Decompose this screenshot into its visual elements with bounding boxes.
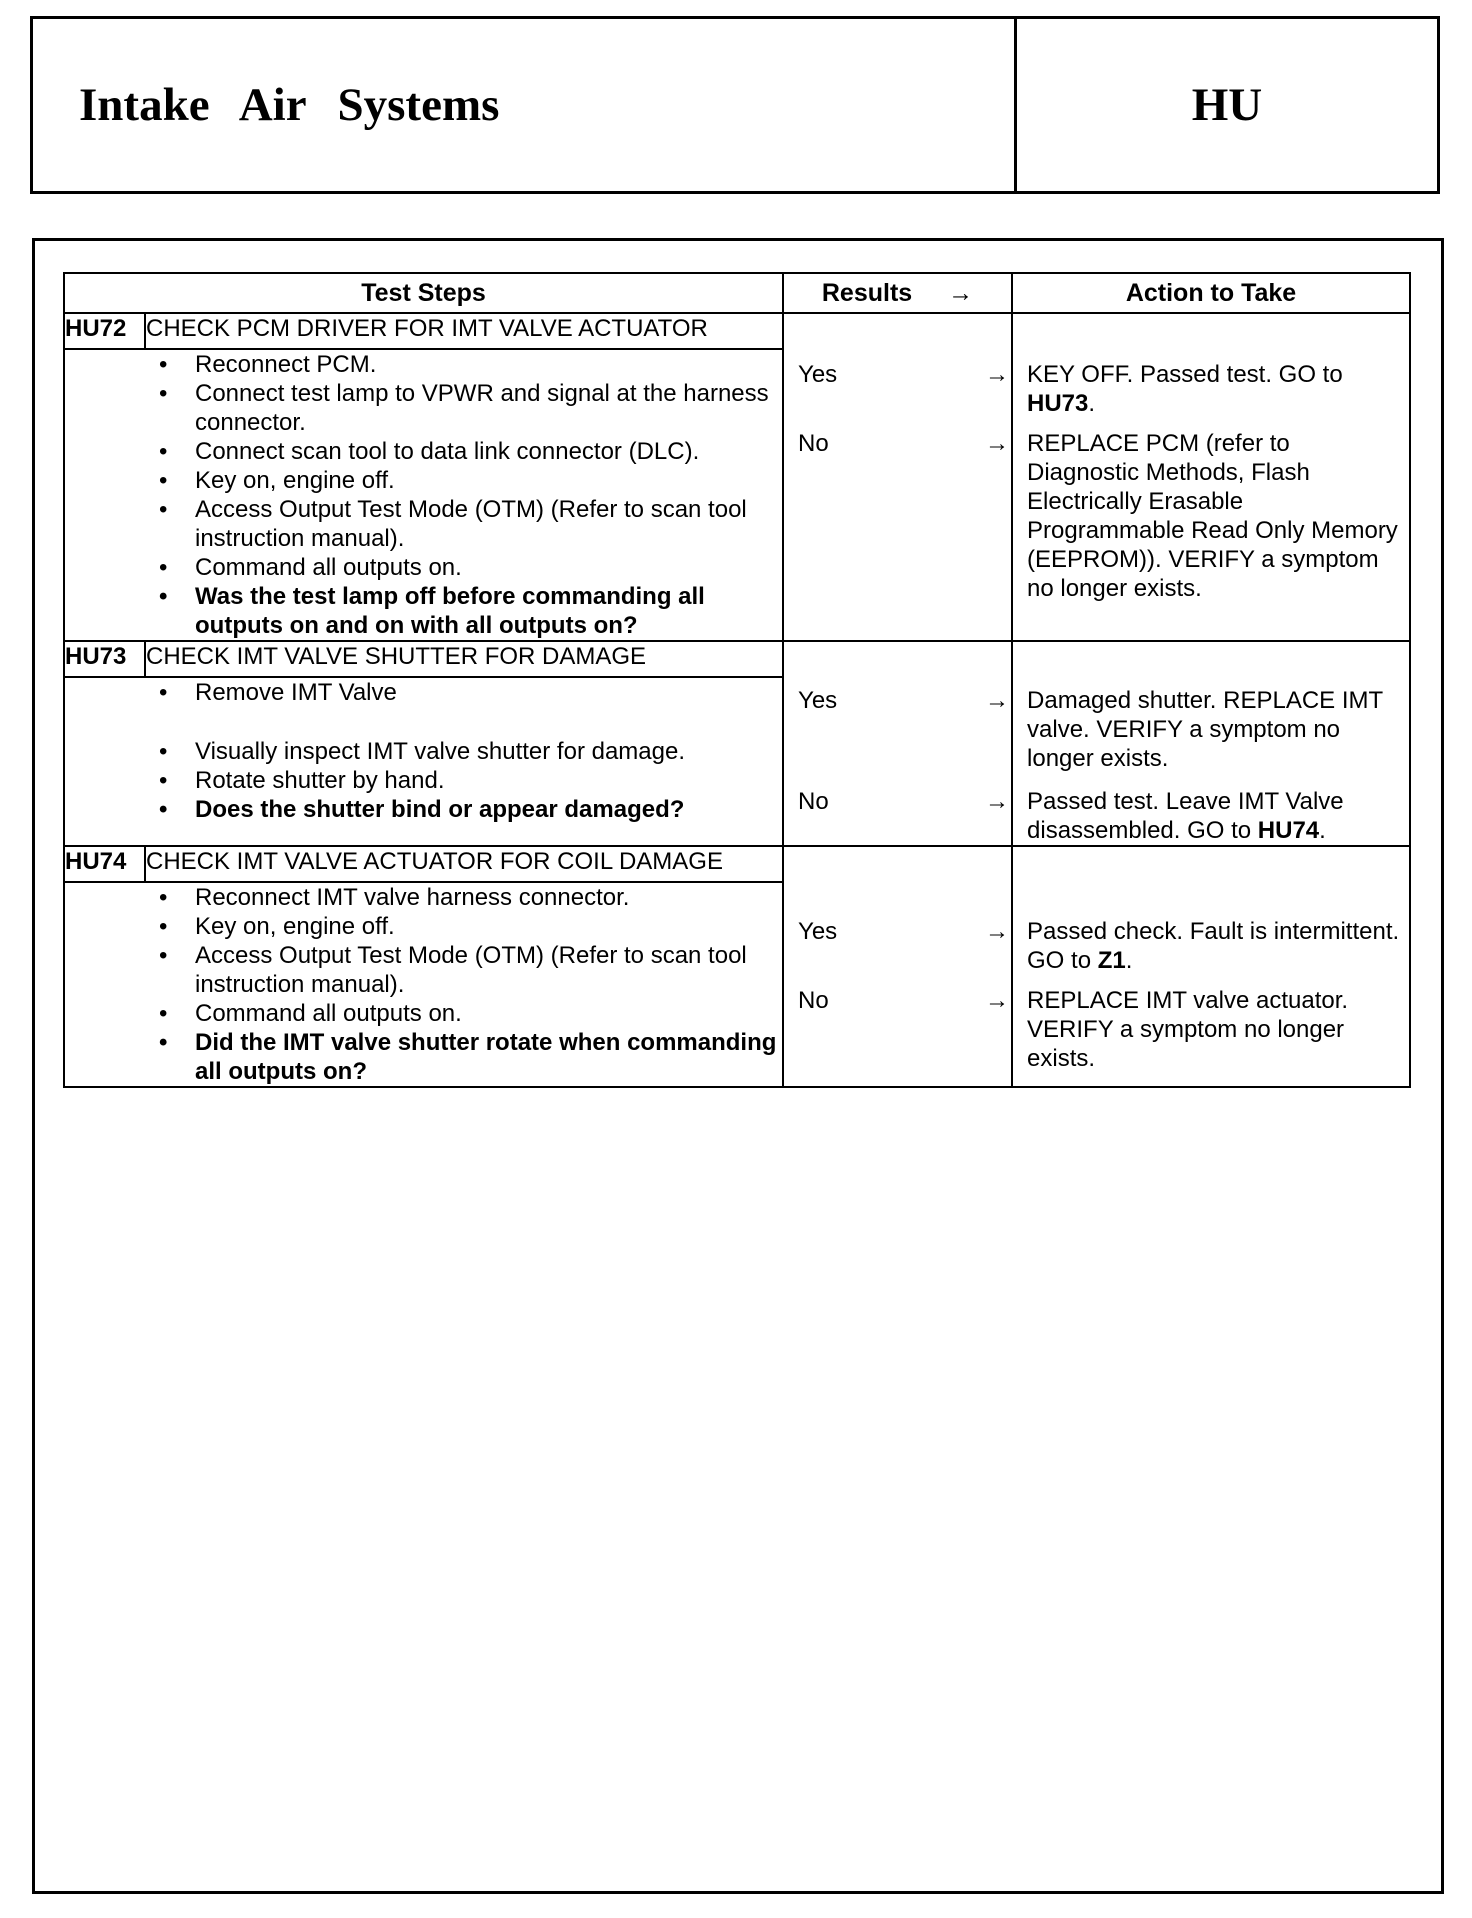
- action-no: REPLACE PCM (refer to Diagnostic Methods, Flash Electrically Erasable Programmable Read Only Memory (EEPROM)). VERIFY a symptom no longer exists.: [1027, 430, 1398, 602]
- step-title: CHECK PCM DRIVER FOR IMT VALVE ACTUATOR: [145, 313, 783, 349]
- step-question: • Does the shutter bind or appear damaged?: [159, 796, 685, 823]
- step-id: HU72: [64, 313, 145, 349]
- step-bullets: [64, 882, 783, 1087]
- list-item: • Rotate shutter by hand.: [159, 767, 445, 794]
- list-item: • Reconnect PCM.: [159, 351, 377, 378]
- results-cell: [783, 641, 1012, 846]
- action-no: REPLACE IMT valve actuator. VERIFY a symptom no longer exists.: [1027, 987, 1349, 1072]
- header-action: Action to Take: [1012, 273, 1410, 313]
- section-code: HU: [1191, 79, 1263, 131]
- step-title: CHECK IMT VALVE SHUTTER FOR DAMAGE: [145, 641, 783, 677]
- list-item: • Connect scan tool to data link connector (DLC).: [159, 438, 700, 465]
- result-no: No →: [798, 987, 1010, 1014]
- list-item: • Key on, engine off.: [159, 913, 395, 940]
- results-cell: [783, 313, 1012, 641]
- table-row: [64, 313, 1410, 349]
- table-row: [64, 846, 1410, 882]
- list-item: • Command all outputs on.: [159, 1000, 462, 1027]
- results-cell: [783, 846, 1012, 1087]
- list-item: • Connect test lamp to VPWR and signal at the harness connector.: [159, 380, 769, 436]
- arrow-icon: →: [985, 361, 1010, 388]
- result-no: No →: [798, 788, 1010, 815]
- arrow-icon: →: [985, 987, 1010, 1014]
- table-header-row: [64, 273, 1410, 313]
- step-id: HU74: [64, 846, 145, 882]
- step-question: • Was the test lamp off before commanding all outputs on and on with all outputs on?: [159, 583, 705, 639]
- list-item: • Visually inspect IMT valve shutter for damage.: [159, 738, 686, 765]
- header-test-steps: Test Steps: [64, 273, 783, 313]
- action-no: Passed test. Leave IMT Valve disassembled. GO to HU74.: [1027, 788, 1344, 844]
- arrow-icon: →: [985, 687, 1010, 714]
- arrow-icon: →: [985, 918, 1010, 945]
- arrow-icon: →: [985, 430, 1010, 457]
- actions-cell: [1012, 313, 1410, 641]
- section-title: Intake Air Systems: [33, 19, 1017, 191]
- list-item: • Key on, engine off.: [159, 467, 395, 494]
- result-yes: Yes →: [798, 687, 1010, 714]
- actions-cell: [1012, 846, 1410, 1087]
- action-yes: KEY OFF. Passed test. GO to HU73.: [1027, 361, 1343, 417]
- list-item: • Reconnect IMT valve harness connector.: [159, 884, 630, 911]
- page-header: [30, 16, 1440, 194]
- step-bullets: [64, 677, 783, 846]
- action-yes: Damaged shutter. REPLACE IMT valve. VERIFY a symptom no longer exists.: [1027, 687, 1383, 772]
- arrow-icon: →: [948, 278, 974, 307]
- step-bullets: [64, 349, 783, 641]
- step-question: • Did the IMT valve shutter rotate when commanding all outputs on?: [159, 1029, 777, 1085]
- list-item: • Remove IMT Valve: [159, 679, 397, 706]
- list-item: • Access Output Test Mode (OTM) (Refer to scan tool instruction manual).: [159, 942, 747, 998]
- actions-cell: [1012, 641, 1410, 846]
- step-id: HU73: [64, 641, 145, 677]
- header-results: Results →: [783, 273, 1012, 313]
- diagnostic-table: [63, 272, 1411, 1088]
- result-yes: Yes →: [798, 918, 1010, 945]
- step-title: CHECK IMT VALVE ACTUATOR FOR COIL DAMAGE: [145, 846, 783, 882]
- result-no: No →: [798, 430, 1010, 457]
- result-yes: Yes →: [798, 361, 1010, 388]
- action-yes: Passed check. Fault is intermittent. GO to Z1.: [1027, 918, 1400, 974]
- list-item: • Access Output Test Mode (OTM) (Refer to scan tool instruction manual).: [159, 496, 747, 552]
- list-item: • Command all outputs on.: [159, 554, 462, 581]
- table-row: [64, 641, 1410, 677]
- arrow-icon: →: [985, 788, 1010, 815]
